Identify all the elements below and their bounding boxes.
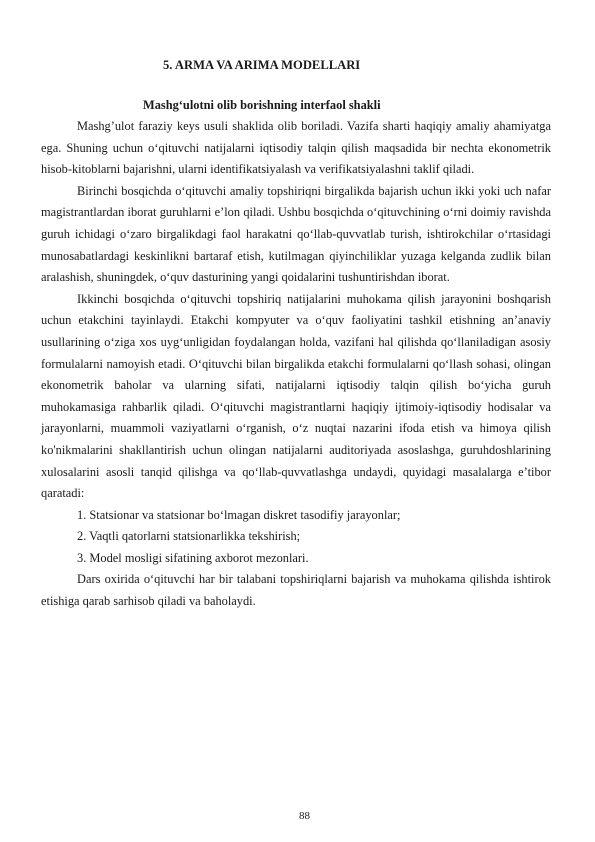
chapter-title: 5. ARMA VA ARIMA MODELLARI	[163, 58, 361, 72]
section-title: Mashg‘ulotni olib borishning interfaol shakli	[143, 98, 381, 112]
page-number	[0, 809, 595, 823]
paragraph-closing: Dars oxirida o‘qituvchi har bir talabani topshiriqlarni bajarish va muhokama qilishda ishtirok etishiga qarab sarhisob qiladi va baholaydi.	[41, 572, 551, 609]
list-item: 1. Statsionar va statsionar bo‘lmagan diskret tasodifiy jarayonlar;	[77, 507, 401, 522]
list-item: 3. Model mosligi sifatining axborot mezonlari.	[77, 550, 309, 565]
list-item: 2. Vaqtli qatorlarni statsionarlikka tekshirish;	[77, 529, 301, 544]
page-number-text: 88	[299, 810, 310, 822]
page-content	[41, 54, 551, 613]
paragraph-second-stage: Ikkinchi bosqichda o‘qituvchi topshiriq natijalarini muhokama qilish jarayonini boshqarish uchun etakchini tayinlaydi. Etakchi kompyuter va o‘quv faoliyatini tashkil etishning an’anaviy usullarining o‘ziga xos uyg‘unligidan foydalangan holda, vazifani hal qilishda qo‘llaniladigan asosiy formulalarni namoyish etadi. O‘qituvchi bilan birgalikda etakchi formulalarni qo‘llash sohasi, olingan ekonometrik baholar va ularning sifati, natijalarni iqtisodiy talqin qilish bo‘yicha guruh muhokamasiga rahbarlik qiladi. O‘qituvchi magistrantlarni haqiqiy ijtimoiy-iqtisodiy hodisalar va jarayonlarni, muammoli vaziyatlarni o‘rganish, o‘z nuqtai nazarini ifoda etish va himoya qilish ko'nikmalarini shakllantirish uchun olingan natijalarni auditoriyada asoslashga, guruhdoshlarining xulosalarini asosli tanqid qilishga va qo‘llab-quvvatlashga undaydi, quyidagi masalalarga e’tibor qaratadi:	[41, 291, 551, 501]
paragraph-intro: Mashg’ulot faraziy keys usuli shaklida olib boriladi. Vazifa sharti haqiqiy amaliy ahamiyatga ega. Shuning uchun o‘qituvchi natijalarni iqtisodiy talqin qilish maqsadida bir nechta ekonometrik hisob-kitoblarni bajarishni, ularni identifikatsiyalash va verifikatsiyalashni taklif qiladi.	[41, 119, 551, 177]
paragraph-first-stage: Birinchi bosqichda o‘qituvchi amaliy topshiriqni birgalikda bajarish uchun ikki yoki uch nafar magistrantlardan iborat guruhlarni e’lon qiladi. Ushbu bosqichda o‘qituvchining o‘rni doimiy ravishda guruh ichidagi o‘zaro birgalikdagi faol harakatni qo‘llab-quvvatlab turish, ishtirokchilar o‘rtasidagi munosabatlardagi keskinlikni bartaraf etish, kutilmagan qiyinchiliklar yuzaga kelganda zudlik bilan aralashish, shuningdek, o‘quv dasturining yangi qoidalarini tushuntirishdan iborat.	[41, 183, 551, 285]
